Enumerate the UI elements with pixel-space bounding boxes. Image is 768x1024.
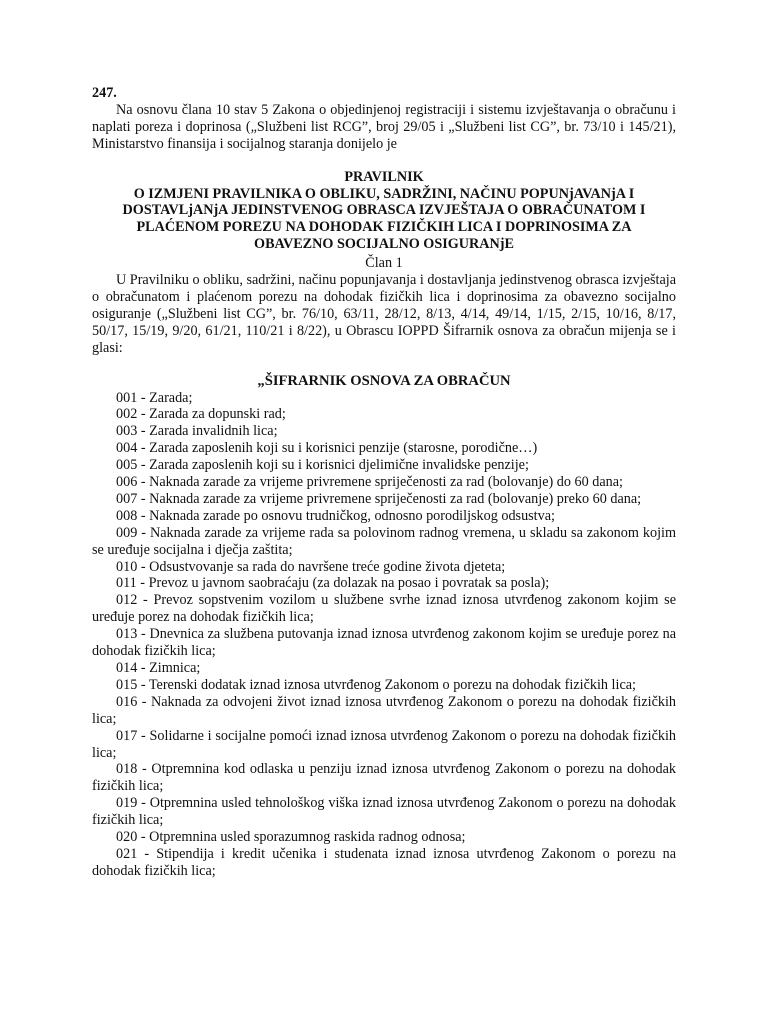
list-item: 006 - Naknada zarade za vrijeme privremene spriječenosti za rad (bolovanje) do 60 dana; [116, 474, 623, 491]
list-item: 003 - Zarada invalidnih lica; [116, 423, 278, 440]
list-item: 020 - Otpremnina usled sporazumnog raskida radnog odnosa; [116, 829, 466, 846]
list-item: 015 - Terenski dodatak iznad iznosa utvrđenog Zakonom o porezu na dohodak fizičkih lica; [116, 676, 636, 693]
list-item: 001 - Zarada; [116, 389, 193, 406]
list-item: 016 - Naknada za odvojeni život iznad iznosa utvrđenog Zakonom o porezu na dohodak fizičkih lica; [92, 693, 676, 727]
article-paragraph: U Pravilniku o obliku, sadržini, načinu popunjavanja i dostavljanja jedinstvenog obrasca izvještaja o obračunatom i plaćenom porezu na dohodak fizičkih lica i doprinosima za obavezno socijalno osiguranje („Službeni list CG”, br. 76/10, 63/11, 28/12, 8/13, 4/14, 49/14, 1/15, 2/15, 10/16, 8/17, 50/17, 15/19, 9/20, 61/21, 110/21 i 8/22), u Obrascu IOPPD Šifrarnik osnova za obračun mijenja se i glasi: [92, 272, 676, 356]
title-line-5: OBAVEZNO SOCIJALNO OSIGURANjE [254, 236, 514, 253]
title-line-4: PLAĆENOM POREZU NA DOHODAK FIZIČKIH LICA I DOPRINOSIMA ZA [136, 219, 632, 236]
document-title [92, 169, 676, 254]
list-item: 005 - Zarada zaposlenih koji su i korisnici djelimične invalidske penzije; [116, 457, 529, 474]
list-item: 018 - Otpremnina kod odlaska u penziju iznad iznosa utvrđenog Zakonom o porezu na dohodak fizičkih lica; [92, 761, 676, 795]
title-line-3: DOSTAVLjANjA JEDINSTVENOG OBRASCA IZVJEŠTAJA O OBRAČUNATOM I [122, 202, 646, 219]
intro-paragraph: Na osnovu člana 10 stav 5 Zakona o objedinjenoj registraciji i sistemu izvještavanja o obračunu i naplati poreza i doprinosa („Službeni list RCG”, broj 29/05 i „Službeni list CG”, br. 73/10 i 145/21), Ministarstvo finansija i socijalnog staranja donijelo je [92, 101, 676, 152]
regulation-number: 247. [92, 85, 117, 101]
list-item: 019 - Otpremnina usled tehnološkog viška iznad iznosa utvrđenog Zakonom o porezu na dohodak fizičkih lica; [92, 795, 676, 829]
list-item: 021 - Stipendija i kredit učenika i studenata iznad iznosa utvrđenog Zakonom o porezu na dohodak fizičkih lica; [92, 845, 676, 879]
title-line-2: O IZMJENI PRAVILNIKA O OBLIKU, SADRŽINI, NAČINU POPUNjAVANjA I [133, 185, 635, 202]
list-item: 013 - Dnevnica za službena putovanja iznad iznosa utvrđenog zakonom kojim se uređuje porez na dohodak fizičkih lica; [92, 626, 676, 660]
list-item: 004 - Zarada zaposlenih koji su i korisnici penzije (starosne, porodične…) [116, 440, 538, 457]
list-item: 017 - Solidarne i socijalne pomoći iznad iznosa utvrđenog Zakonom o porezu na dohodak fizičkih lica; [92, 727, 676, 761]
list-item: 014 - Zimnica; [116, 660, 201, 676]
document-content [92, 85, 676, 880]
code-list [92, 390, 676, 880]
title-line-1: PRAVILNIK [344, 168, 424, 185]
article-heading: Član 1 [365, 255, 403, 272]
list-item: 007 - Naknada zarade za vrijeme privremene spriječenosti za rad (bolovanje) preko 60 dana; [116, 490, 642, 507]
list-item: 012 - Prevoz sopstvenim vozilom u službene svrhe iznad iznosa utvrđenog zakonom kojim se uređuje porez na dohodak fizičkih lica; [92, 592, 676, 626]
list-item: 010 - Odsustvovanje sa rada do navršene treće godine života djeteta; [116, 558, 506, 575]
list-item: 008 - Naknada zarade po osnovu trudničkog, odnosno porodiljskog odsustva; [116, 507, 555, 524]
list-item: 011 - Prevoz u javnom saobraćaju (za dolazak na posao i povratak sa posla); [116, 575, 550, 592]
list-item: 009 - Naknada zarade za vrijeme rada sa polovinom radnog vremena, u skladu sa zakonom kojim se uređuje socijalna i dječja zaštita; [92, 524, 676, 558]
sifrarnik-heading: „ŠIFRARNIK OSNOVA ZA OBRAČUN [257, 372, 511, 389]
list-item: 002 - Zarada za dopunski rad; [116, 406, 286, 423]
